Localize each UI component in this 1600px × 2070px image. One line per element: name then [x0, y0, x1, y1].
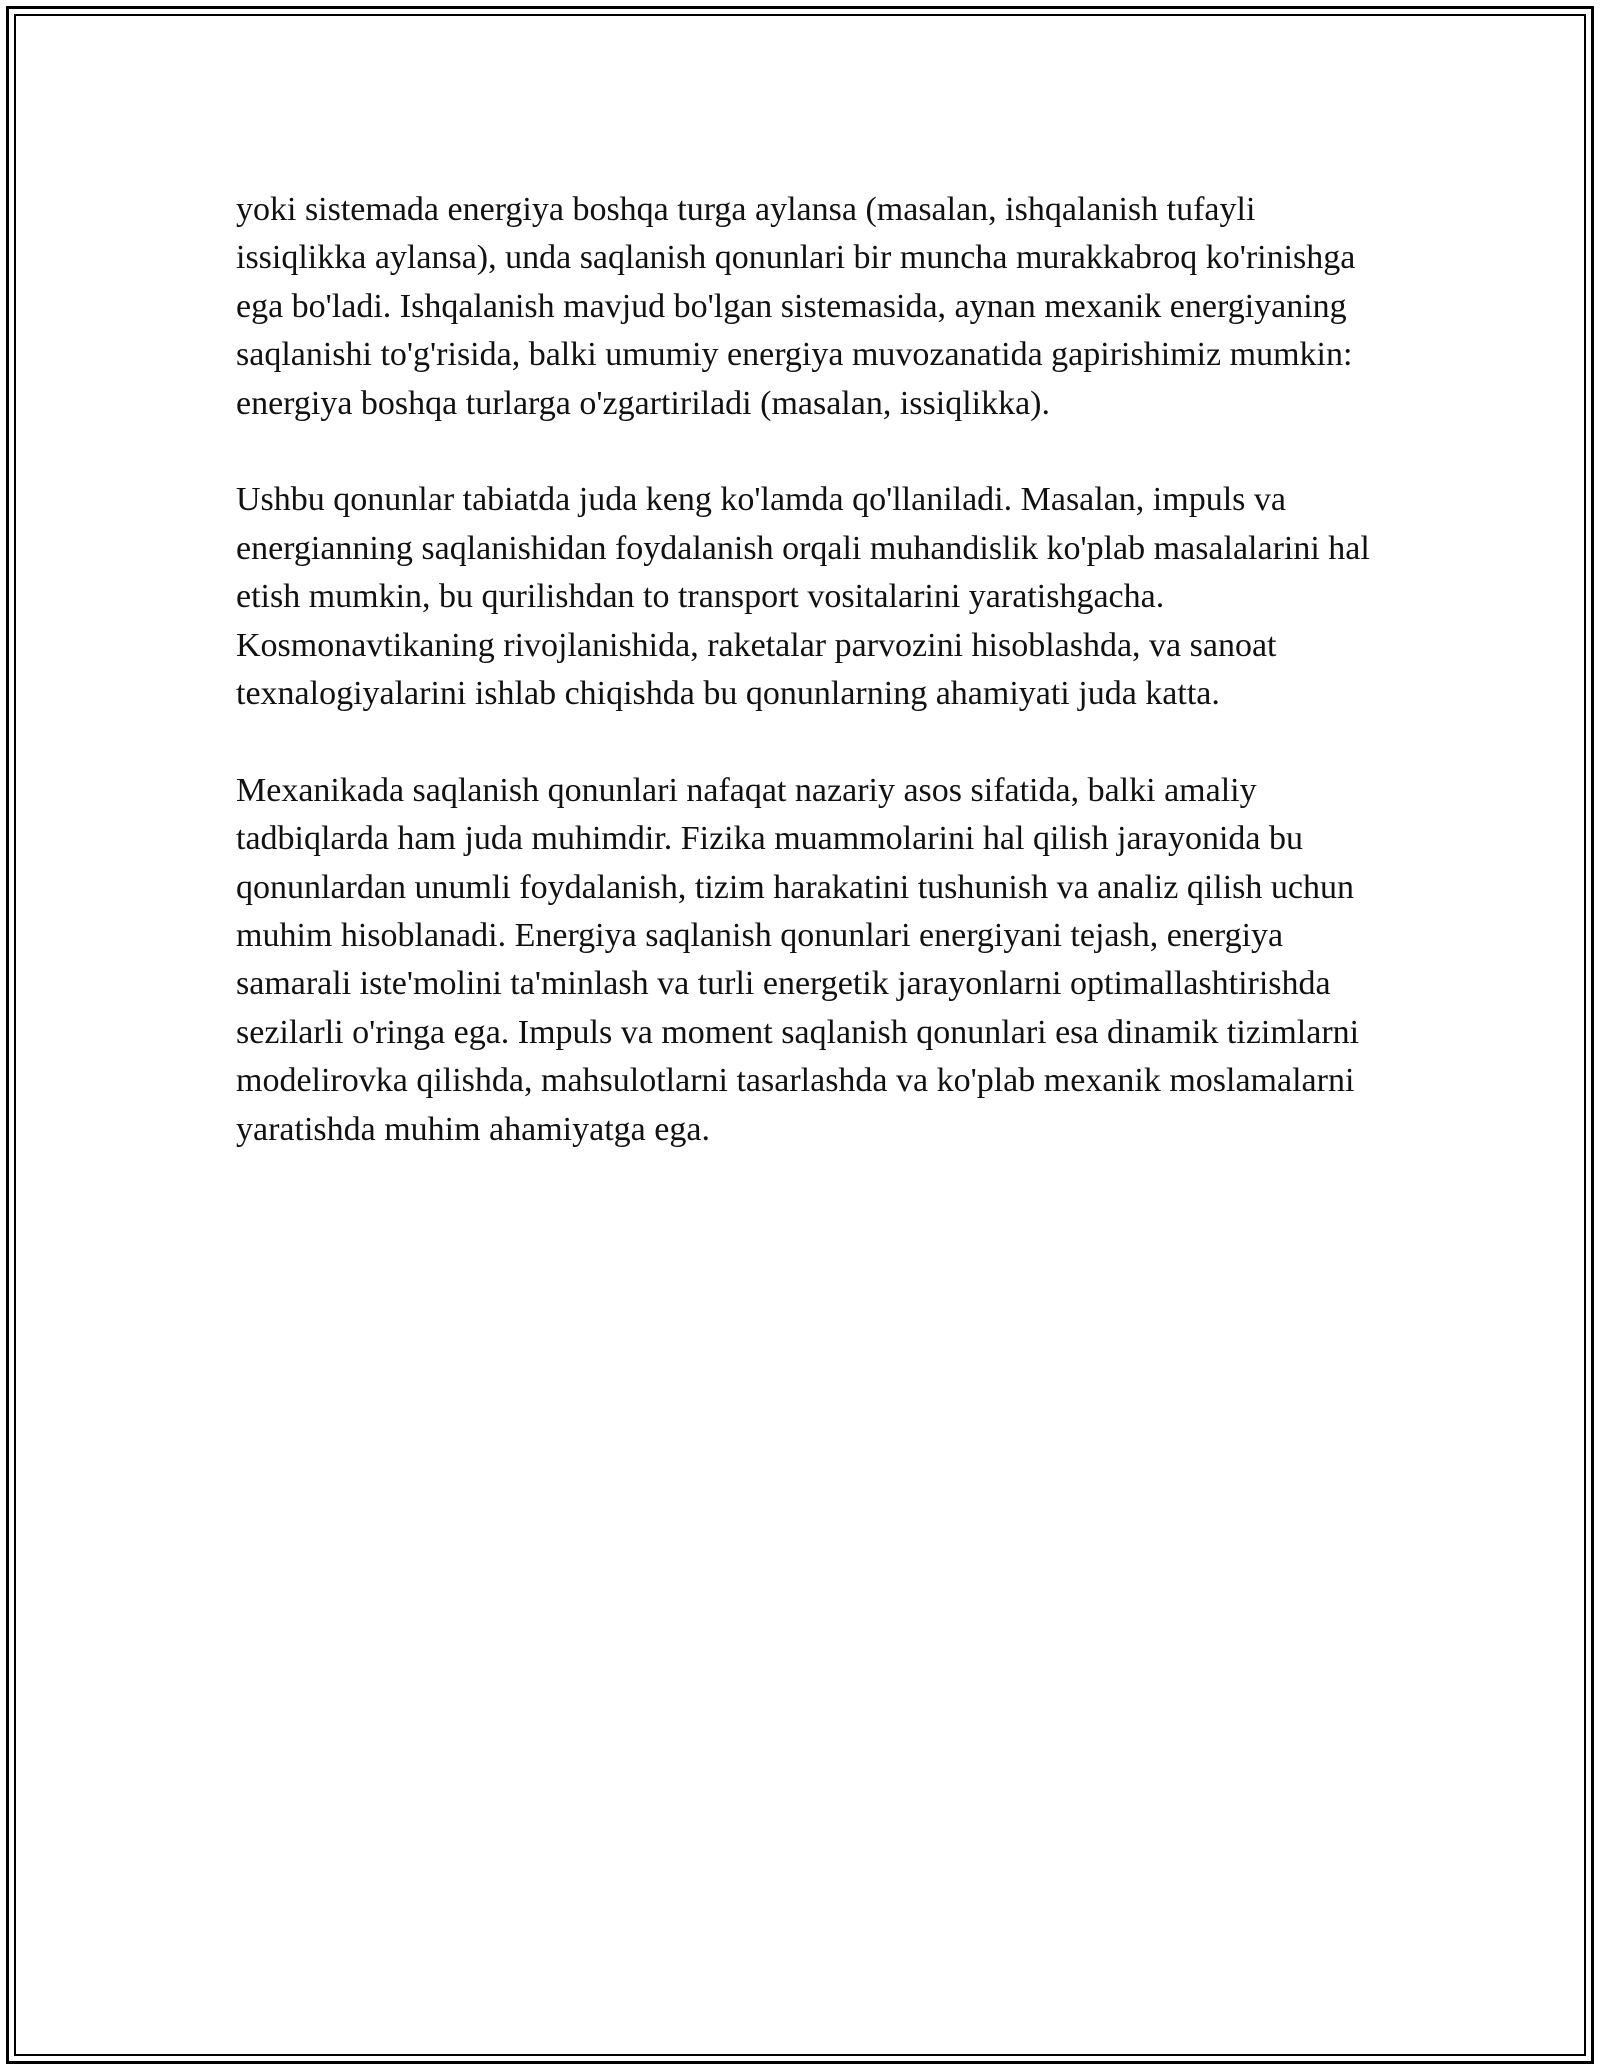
paragraph-2: Ushbu qonunlar tabiatda juda keng ko'lamda qo'llaniladi. Masalan, impuls va energianning saqlanishidan foydalanish orqali muhandislik ko'plab masalalarini hal etish mumkin, bu qurilishdan to transport vositalarini yaratishgacha. Kosmonavtikaning rivojlanishida, raketalar parvozini hisoblashda, va sanoat texnalogiyalarini ishlab chiqishda bu qonunlarning ahamiyati juda katta. [236, 481, 1370, 713]
document-body [236, 186, 1386, 1202]
paragraph-1: yoki sistemada energiya boshqa turga aylansa (masalan, ishqalanish tufayli issiqlikka aylansa), unda saqlanish qonunlari bir muncha murakkabroq ko'rinishga ega bo'ladi. Ishqalanish mavjud bo'lgan sistemasida, aynan mexanik energiyaning saqlanishi to'g'risida, balki umumiy energiya muvozanatida gapirishimiz mumkin: energiya boshqa turlarga o'zgartiriladi (masalan, issiqlikka). [236, 191, 1356, 422]
paragraph-3: Mexanikada saqlanish qonunlari nafaqat nazariy asos sifatida, balki amaliy tadbiqlarda ham juda muhimdir. Fizika muammolarini hal qilish jarayonida bu qonunlardan unumli foydalanish, tizim harakatini tushunish va analiz qilish uchun muhim hisoblanadi. Energiya saqlanish qonunlari energiyani tejash, energiya samarali iste'molini ta'minlash va turli energetik jarayonlarni optimallashtirishda sezilarli o'ringa ega. Impuls va moment saqlanish qonunlari esa dinamik tizimlarni modelirovka qilishda, mahsulotlarni tasarlashda va ko'plab mexanik moslamalarni yaratishda muhim ahamiyatga ega. [236, 771, 1360, 1148]
